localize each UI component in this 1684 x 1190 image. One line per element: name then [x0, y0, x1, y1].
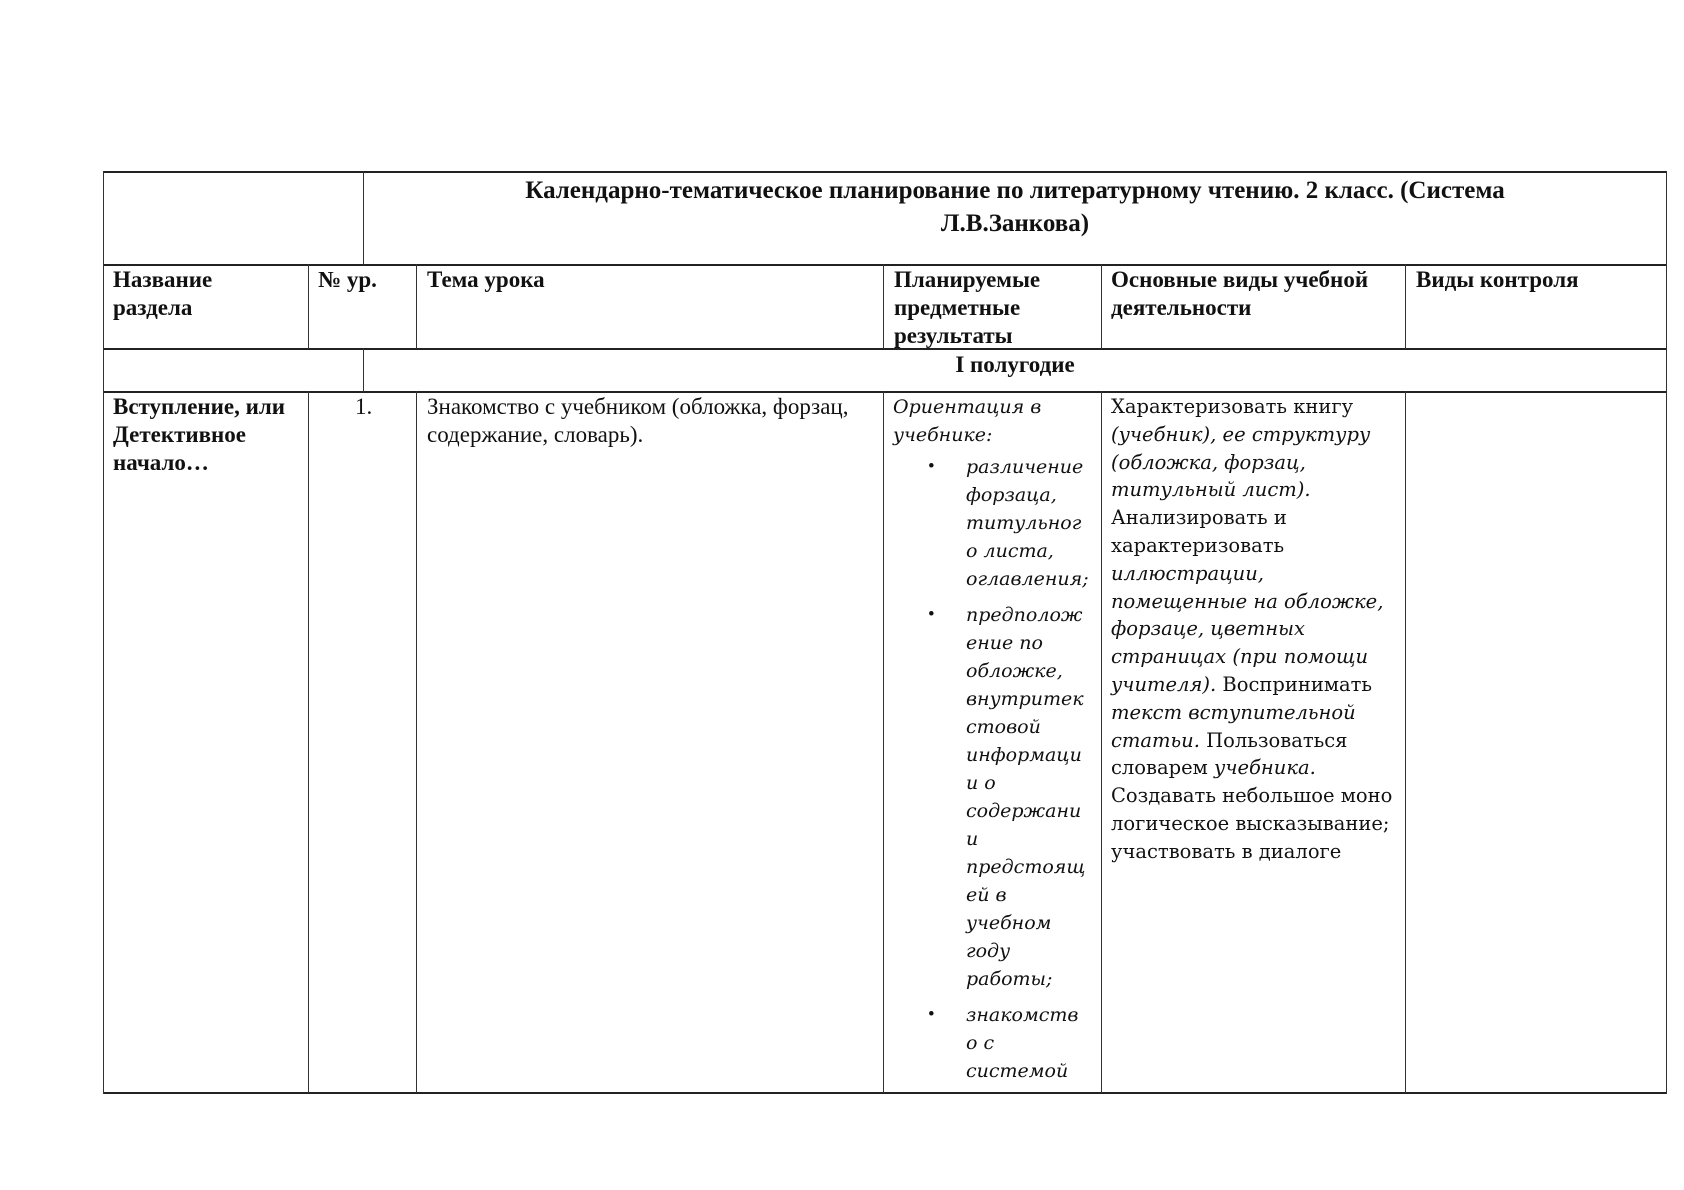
- activity-line: [1111, 449, 1401, 477]
- activity-line: [1111, 615, 1401, 643]
- half-year-label: I полугодие: [955, 352, 1075, 377]
- activity-line: [1111, 393, 1401, 421]
- activity-text: Воспринимать: [1216, 672, 1373, 696]
- results-item-line: ение по: [966, 632, 1043, 654]
- header-number: № ур.: [318, 267, 377, 292]
- results-item-line: учебном: [966, 912, 1052, 934]
- activity-text: Характеризовать книгу: [1111, 395, 1354, 418]
- header-line: предметные: [894, 295, 1021, 320]
- results-list-item: [893, 453, 1098, 593]
- table-border-right: [1666, 171, 1667, 1094]
- results-item-line: ей в: [966, 884, 1007, 906]
- activity-text: Создавать небольшое моно: [1111, 784, 1393, 808]
- results-item-line: предполож: [966, 604, 1083, 626]
- col-divider: [883, 391, 884, 1093]
- activity-text-italic: текст вступительной: [1111, 700, 1356, 724]
- col-divider: [883, 264, 884, 349]
- activity-text: словарем: [1111, 756, 1215, 780]
- activity-text-italic: форзаце, цветных: [1111, 617, 1306, 641]
- header-line: Планируемые: [894, 267, 1041, 292]
- col-divider: [308, 264, 309, 349]
- activity-text: Анализировать и: [1111, 506, 1287, 530]
- title-line: Л.В.Занкова): [940, 210, 1090, 237]
- section-line: Вступление, или: [113, 394, 286, 419]
- results-item-line: предстоящ: [966, 856, 1086, 878]
- header-results: [894, 266, 1040, 350]
- activity-line: [1111, 671, 1401, 699]
- section-line: начало…: [113, 450, 209, 475]
- activity-line: [1111, 699, 1401, 727]
- document-title: [363, 174, 1667, 240]
- activity-line: [1111, 476, 1401, 504]
- results-item-line: о листа,: [966, 540, 1054, 562]
- planned-results: [893, 393, 1098, 1093]
- table-border-top: [103, 171, 1667, 173]
- header-section: [113, 266, 212, 322]
- activity-line: [1111, 588, 1401, 616]
- topic-line: Знакомство с учебником (обложка, форзац,: [427, 394, 849, 419]
- results-list-item: [893, 1001, 1098, 1085]
- results-item-line: знакомств: [966, 1004, 1079, 1026]
- results-item-line: информаци: [966, 744, 1082, 766]
- activity-text-italic: статьи.: [1111, 728, 1200, 752]
- lesson-topic: [427, 393, 848, 449]
- results-intro-line: Ориентация в: [893, 396, 1042, 418]
- activity-text: логическое высказывание;: [1111, 811, 1390, 835]
- results-item-line: внутритек: [966, 688, 1084, 710]
- section-name: [113, 393, 285, 477]
- results-item-line: работы;: [966, 968, 1053, 990]
- topic-line: содержание, словарь).: [427, 422, 644, 447]
- lesson-number: 1.: [355, 394, 373, 419]
- activity-line: [1111, 754, 1401, 782]
- results-list: [893, 453, 1098, 1085]
- activity-text-italic: титульный лист).: [1111, 478, 1311, 502]
- col-divider: [308, 391, 309, 1093]
- activity-line: [1111, 810, 1401, 838]
- activity-text-italic: страницах (при помощи: [1111, 645, 1369, 669]
- activity-text-italic: учителя).: [1111, 672, 1217, 696]
- activity-text-italic: иллюстрации,: [1111, 561, 1265, 585]
- header-line: деятельности: [1111, 295, 1252, 320]
- activity-text-italic: (учебник), ее структуру: [1111, 422, 1371, 446]
- col-divider: [1405, 264, 1406, 349]
- activity-text: Пользоваться: [1199, 728, 1348, 752]
- results-item-line: стовой: [966, 716, 1041, 738]
- activity-text-italic: помещенные на обложке,: [1111, 589, 1384, 613]
- activity-line: [1111, 504, 1401, 532]
- header-line: результаты: [894, 323, 1013, 348]
- table-border-left: [103, 171, 104, 1094]
- activity-line: [1111, 643, 1401, 671]
- activity-line: [1111, 560, 1401, 588]
- results-item-line: и: [966, 828, 979, 850]
- activity-text-italic: учебника.: [1214, 756, 1316, 780]
- bullet-icon: •: [928, 1004, 935, 1025]
- results-item-line: обложке,: [966, 660, 1063, 682]
- header-line: Основные виды учебной: [1111, 267, 1369, 292]
- section-line: Детективное: [113, 422, 247, 447]
- col-divider: [1405, 391, 1406, 1093]
- results-item-line: титульног: [966, 512, 1082, 534]
- results-list-item: [893, 601, 1098, 993]
- table-border-bottom: [103, 1092, 1667, 1094]
- activity-text: участвовать в диалоге: [1111, 839, 1342, 863]
- bullet-icon: •: [928, 456, 935, 477]
- header-activities: [1111, 266, 1368, 322]
- results-item-line: форзаца,: [966, 484, 1057, 506]
- row-divider: [103, 391, 1667, 393]
- row-divider: [103, 348, 1667, 350]
- col-divider: [416, 391, 417, 1093]
- results-intro-line: учебнике:: [893, 424, 993, 446]
- col-divider: [1101, 391, 1102, 1093]
- activity-line: [1111, 532, 1401, 560]
- col-divider: [1101, 264, 1102, 349]
- activity-line: [1111, 727, 1401, 755]
- results-item-line: содержани: [966, 800, 1082, 822]
- header-topic: Тема урока: [427, 267, 545, 292]
- activity-line: [1111, 838, 1401, 866]
- activity-text: характеризовать: [1111, 533, 1285, 557]
- activity-text-italic: (обложка, форзац,: [1111, 450, 1306, 474]
- results-item-line: году: [966, 940, 1011, 962]
- title-line: Календарно-тематическое планирование по литературному чтению. 2 класс. (Система: [525, 177, 1505, 204]
- results-item-line: системой: [966, 1060, 1069, 1082]
- results-item-line: оглавления;: [966, 568, 1089, 590]
- header-control: Виды контроля: [1416, 267, 1579, 292]
- activity-line: [1111, 421, 1401, 449]
- results-item-line: различение: [966, 456, 1084, 478]
- results-item-line: и о: [966, 772, 996, 794]
- bullet-icon: •: [928, 604, 935, 625]
- header-line: раздела: [113, 295, 193, 320]
- results-item-line: о с: [966, 1032, 995, 1054]
- header-line: Название: [113, 267, 213, 292]
- activity-line: [1111, 782, 1401, 810]
- col-divider: [416, 264, 417, 349]
- learning-activities: [1111, 393, 1401, 866]
